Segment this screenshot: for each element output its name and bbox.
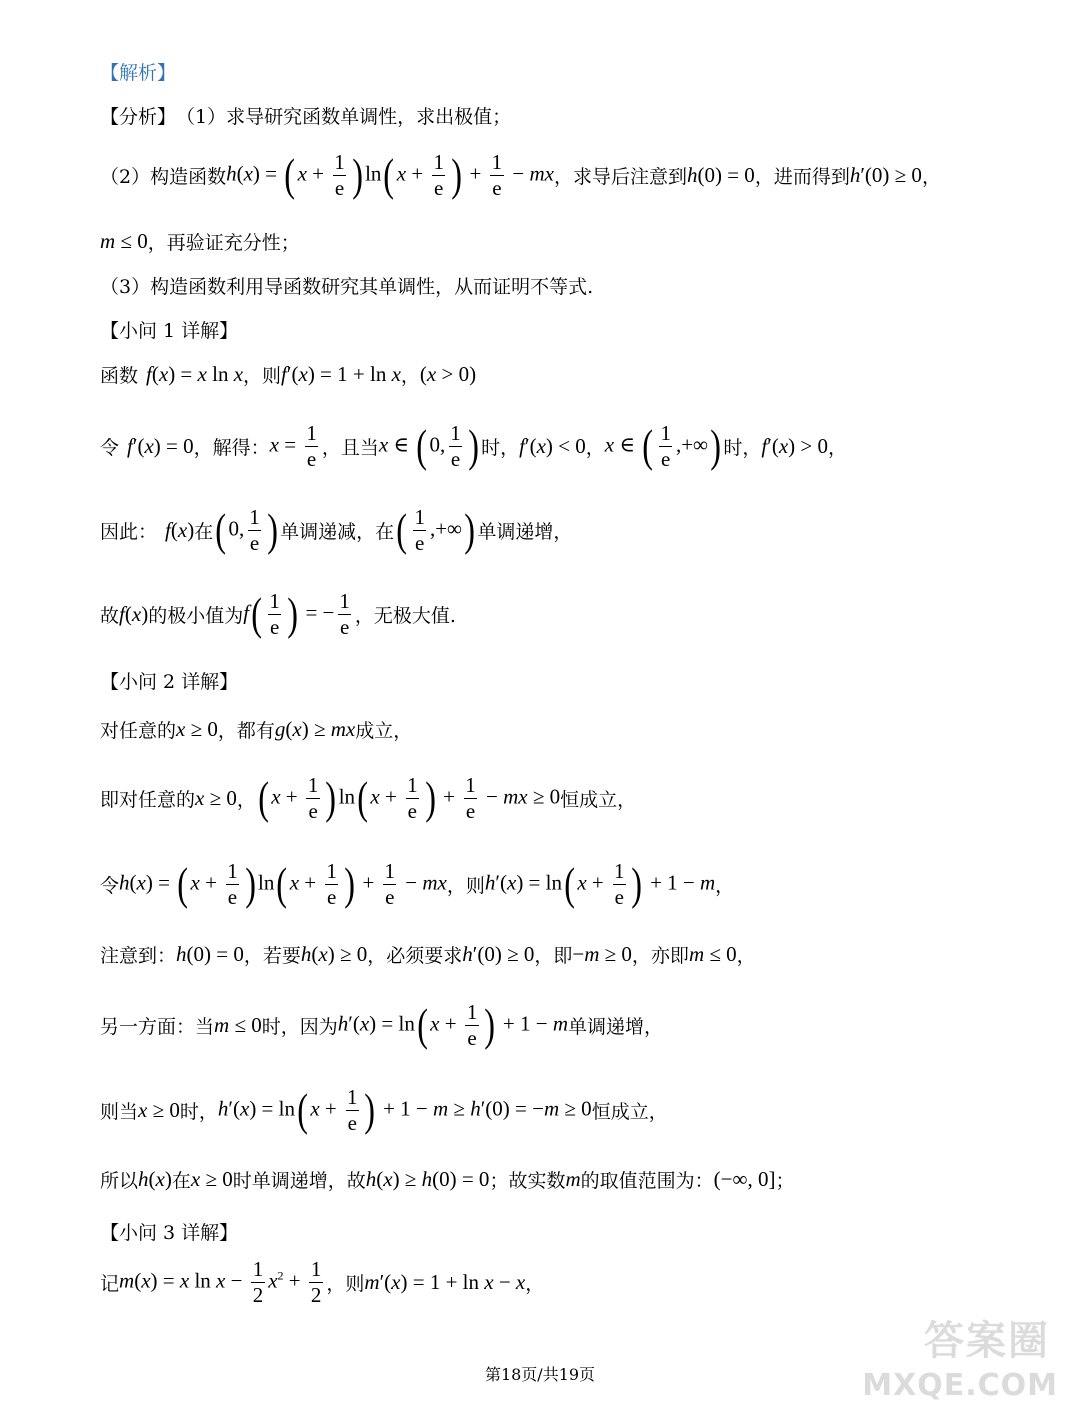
q3-heading: 【小问 3 详解】 bbox=[100, 1222, 239, 1244]
q2-line-2: 即对任意的 x ≥ 0 ， ( x + $\frac{1}{e}$ ) ln( x + $\frac{1}{e}$ ) + $\frac{1}{e}$ − mx ≥ 0 恒成立， bbox=[100, 772, 637, 823]
q1-line-4: 故 f(x) 的极小值为 f( $\frac{1}{e}$ ) = − $\frac{1}{e}$ ，无极大值. bbox=[100, 588, 456, 639]
analysis-line-1 bbox=[100, 102, 511, 129]
q2-line-7: 所以 h(x) 在 x ≥ 0 时单调递增，故 h(x) ≥ h(0) = 0 ；故实数 m 的取值范围为： (−∞, 0] ； bbox=[100, 1167, 795, 1192]
analysis-line-2-cont: m ≤ 0 ，再验证充分性； bbox=[100, 229, 300, 254]
analysis-point-1: （1）求导研究函数单调性，求出极值； bbox=[176, 106, 512, 128]
q1-line-3: 因此： f(x) 在 ( 0, $\frac{1}{e}$ ) 单调递减，在 ( $\frac{1}{e}$ ,+∞) 单调递增， bbox=[100, 504, 573, 555]
watermark-logo: 答案圈 MXQE.COM bbox=[862, 1318, 1058, 1403]
analysis-line-3: （3）构造函数利用导函数研究其单调性，从而证明不等式. bbox=[100, 276, 594, 298]
q2-line-1: 对任意的 x ≥ 0 ，都有 g(x) ≥ mx 成立， bbox=[100, 717, 413, 742]
q1-line-1: 函数 f(x) = x ln x ，则 f′(x) = 1 + ln x ， (x > 0) bbox=[100, 362, 477, 387]
q1-line-2: 令 f′(x) = 0 ，解得： x = $\frac{1}{e}$ ，且当 x ∈ ( 0, $\frac{1}{e}$ ) 时， f′(x) < 0 ， x ∈ ( $\frac{1}{e}$ ,+∞) 时， f′(x) > 0 ， bbox=[100, 420, 847, 471]
solution-title: 【解析】 bbox=[100, 62, 177, 84]
page-footer: 第18页/共19页 bbox=[484, 1365, 596, 1384]
q1-heading: 【小问 1 详解】 bbox=[100, 320, 239, 342]
q3-line-1: 记 m(x) = x ln x − $\frac{1}{2}$ $x^2$ + $\frac{1}{2}$ ，则 m′(x) = 1 + ln x − x ， bbox=[100, 1256, 545, 1307]
math-h-definition: h(x) = ( x + $\frac{1}{e}$ ) ln( x + $\frac{1}{e}$ ) + $\frac{1}{e}$ − mx bbox=[226, 149, 554, 200]
q2-line-4: 注意到： h(0) = 0 ，若要 h(x) ≥ 0 ，必须要求 h′(0) ≥ 0 ，即 −m ≥ 0 ，亦即 m ≤ 0 ， bbox=[100, 942, 756, 967]
analysis-label: 【分析】 bbox=[100, 106, 177, 128]
q2-line-5: 另一方面：当 m ≤ 0 时，因为 h′(x) = ln( x + $\frac{1}{e}$ ) + 1 − m 单调递增， bbox=[100, 999, 664, 1050]
analysis-line-2: （2）构造函数 h(x) = ( x + $\frac{1}{e}$ ) ln( x + $\frac{1}{e}$ ) + $\frac{1}{e}$ − mx ，求导后注意到 h(0) = 0 ，进而得到 h′(0) ≥ 0 ， bbox=[100, 149, 941, 200]
q2-line-3: 令 h(x) = ( x + $\frac{1}{e}$ ) ln( x + $\frac{1}{e}$ ) + $\frac{1}{e}$ − mx ，则 h′(x) = ln( x + $\frac{1}{e}$ ) + 1 − m ， bbox=[100, 858, 735, 909]
q2-heading: 【小问 2 详解】 bbox=[100, 671, 239, 693]
q2-line-6: 则当 x ≥ 0 时， h′(x) = ln( x + $\frac{1}{e}$ ) + 1 − m ≥ h′(0) = −m ≥ 0 恒成立， bbox=[100, 1084, 668, 1135]
